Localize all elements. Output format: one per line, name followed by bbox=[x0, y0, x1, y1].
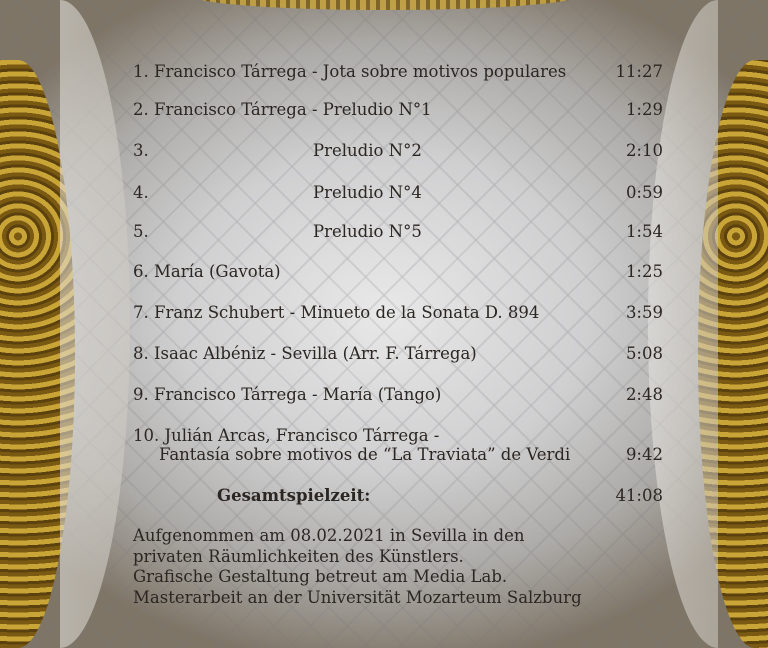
total-runtime-label: Gesamtspielzeit: bbox=[217, 485, 371, 505]
track-number: 7. bbox=[133, 302, 149, 322]
track-title: Franz Schubert - Minueto de la Sonata D. 894 bbox=[154, 302, 540, 322]
track-row bbox=[133, 180, 663, 204]
track-duration: 1:54 bbox=[625, 221, 663, 241]
track-duration: 2:10 bbox=[625, 140, 663, 160]
total-runtime-row bbox=[133, 483, 663, 507]
track-number: 10. bbox=[133, 426, 160, 445]
track-number: 8. bbox=[133, 343, 149, 363]
track-duration: 3:59 bbox=[625, 302, 663, 322]
track-duration: 0:59 bbox=[625, 182, 663, 202]
track-number: 9. bbox=[133, 384, 149, 404]
track-number: 5. bbox=[133, 221, 149, 241]
track-duration: 2:48 bbox=[625, 384, 663, 404]
track-title: Julián Arcas, Francisco Tárrega - bbox=[164, 426, 440, 445]
total-runtime-value: 41:08 bbox=[615, 485, 663, 505]
track-number: 1. bbox=[133, 61, 149, 81]
track-row bbox=[133, 138, 663, 162]
note-line: Aufgenommen am 08.02.2021 in Sevilla in den bbox=[133, 526, 525, 545]
track-row bbox=[133, 97, 663, 121]
track-row bbox=[133, 259, 663, 283]
track-title: María (Gavota) bbox=[154, 261, 281, 281]
track-title: Preludio N°2 bbox=[313, 140, 422, 160]
track-duration: 1:29 bbox=[625, 99, 663, 119]
track-number: 4. bbox=[133, 182, 149, 202]
track-row bbox=[133, 300, 663, 324]
track-title: Francisco Tárrega - Jota sobre motivos populares bbox=[154, 61, 567, 81]
track-row bbox=[133, 59, 663, 83]
track-duration: 5:08 bbox=[625, 343, 663, 363]
note-line: Grafische Gestaltung betreut am Media Lab. bbox=[133, 567, 508, 586]
track-title: Francisco Tárrega - Preludio N°1 bbox=[154, 99, 432, 119]
track-title: Francisco Tárrega - María (Tango) bbox=[154, 384, 442, 404]
track-duration: 1:25 bbox=[625, 261, 663, 281]
note-line: privaten Räumlichkeiten des Künstlers. bbox=[133, 546, 464, 566]
track-number: 2. bbox=[133, 99, 149, 119]
recording-notes bbox=[133, 526, 582, 608]
track-title: Preludio N°4 bbox=[313, 182, 422, 202]
track-row bbox=[133, 382, 663, 406]
track-row bbox=[133, 426, 663, 470]
track-row bbox=[133, 219, 663, 243]
track-title: Preludio N°5 bbox=[313, 221, 422, 241]
track-duration: 9:42 bbox=[625, 445, 663, 464]
track-title-line2: Fantasía sobre motivos de “La Traviata” de Verdi bbox=[159, 445, 571, 464]
track-row bbox=[133, 341, 663, 365]
track-duration: 11:27 bbox=[615, 61, 663, 81]
track-title: Isaac Albéniz - Sevilla (Arr. F. Tárrega) bbox=[154, 343, 477, 363]
track-number: 6. bbox=[133, 261, 149, 281]
note-line: Masterarbeit an der Universität Mozarteum Salzburg bbox=[133, 587, 582, 607]
track-number: 3. bbox=[133, 140, 149, 160]
